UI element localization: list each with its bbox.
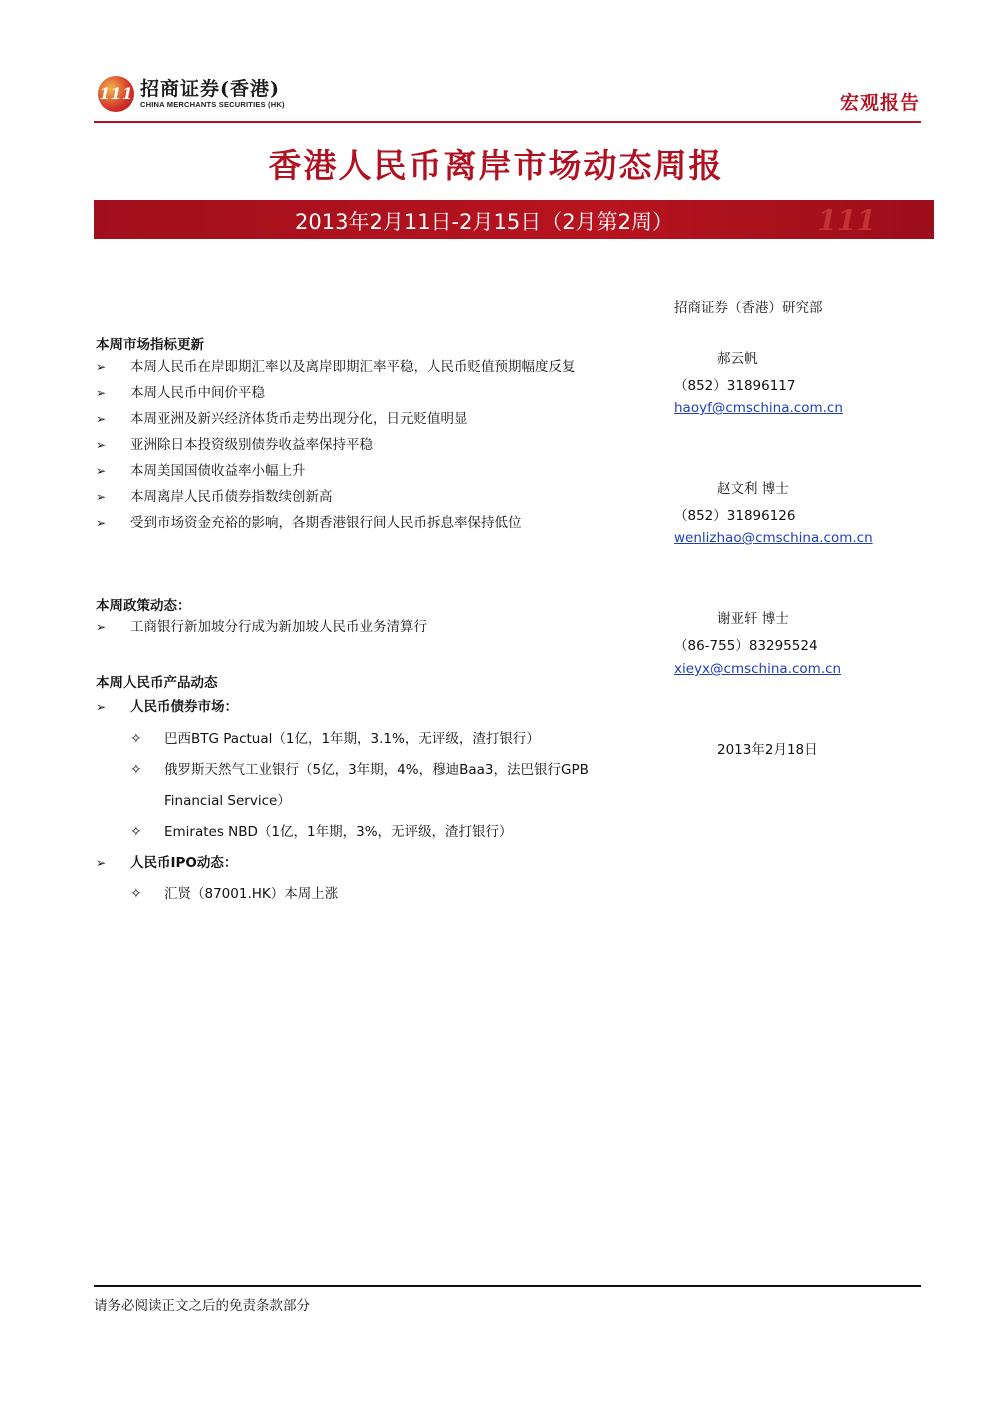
list-item: ➢ 亚洲除日本投资级别债券收益率保持平稳 (96, 432, 641, 458)
arrow-bullet-icon: ➢ (96, 620, 107, 634)
bond-market-title: 人民币债券市场： (130, 699, 238, 715)
policy-list (96, 614, 641, 640)
analyst-name: 郝云帆 (717, 351, 758, 367)
logo-chinese-name: 招商证券(香港) (140, 78, 280, 100)
list-item: ✧ 汇贤（87001.HK）本周上涨 (130, 879, 640, 910)
analyst-phone: （86-755）83295524 (674, 638, 818, 654)
analyst-email-link[interactable]: xieyx@cmschina.com.cn (674, 661, 842, 677)
analyst-email-link[interactable]: wenlizhao@cmschina.com.cn (674, 530, 873, 546)
market-list (96, 354, 641, 536)
report-type-label: 宏观报告 (839, 92, 920, 114)
arrow-bullet-icon: ➢ (96, 700, 107, 714)
list-item: ✧ 俄罗斯天然气工业银行（5亿，3年期，4%，穆迪Baa3，法巴银行GPB Financial Service） (130, 755, 640, 817)
bond-list (130, 724, 640, 848)
report-title: 香港人民币离岸市场动态周报 (268, 146, 724, 185)
company-logo (98, 72, 328, 118)
logo-emblem-icon: 111 (98, 76, 134, 112)
analyst-name: 赵文利 博士 (717, 481, 789, 497)
disclaimer-note: 请务必阅读正文之后的免责条款部分 (94, 1298, 310, 1314)
list-item: ➢ 本周人民币中间价平稳 (96, 380, 641, 406)
arrow-bullet-icon: ➢ (96, 490, 107, 504)
arrow-bullet-icon: ➢ (96, 360, 107, 374)
analyst-phone: （852）31896117 (674, 378, 796, 394)
arrow-bullet-icon: ➢ (96, 386, 107, 400)
list-item: ✧ Emirates NBD（1亿，1年期，3%，无评级，渣打银行） (130, 817, 640, 848)
list-item: ➢ 本周亚洲及新兴经济体货币走势出现分化，日元贬值明显 (96, 406, 641, 432)
ipo-heading (96, 850, 641, 876)
list-item: ✧ 巴西BTG Pactual（1亿，1年期，3.1%，无评级，渣打银行） (130, 724, 640, 755)
arrow-bullet-icon: ➢ (96, 464, 107, 478)
market-section-title: 本周市场指标更新 (96, 337, 204, 353)
analyst-name: 谢亚轩 博士 (717, 611, 789, 627)
date-banner (94, 200, 934, 239)
report-date: 2013年2月18日 (717, 742, 818, 758)
product-section-title: 本周人民币产品动态 (96, 675, 218, 691)
star-bullet-icon: ✧ (130, 824, 142, 840)
arrow-bullet-icon: ➢ (96, 412, 107, 426)
analyst-phone: （852）31896126 (674, 508, 796, 524)
bond-market-heading (96, 694, 641, 720)
research-department: 招商证券（香港）研究部 (674, 300, 823, 316)
list-item: ➢ 受到市场资金充裕的影响，各期香港银行间人民币拆息率保持低位 (96, 510, 641, 536)
banner-emblem-icon: 111 (817, 204, 876, 237)
arrow-bullet-icon: ➢ (96, 438, 107, 452)
star-bullet-icon: ✧ (130, 762, 142, 778)
date-range: 2013年2月11日-2月15日（2月第2周） (295, 210, 673, 234)
logo-english-name: CHINA MERCHANTS SECURITIES (HK) (140, 100, 285, 109)
list-item: ➢ 本周人民币在岸即期汇率以及离岸即期汇率平稳，人民币贬值预期幅度反复 (96, 354, 641, 380)
list-item: ➢ 本周美国国债收益率小幅上升 (96, 458, 641, 484)
star-bullet-icon: ✧ (130, 731, 142, 747)
list-item: ➢ 工商银行新加坡分行成为新加坡人民币业务清算行 (96, 614, 641, 640)
star-bullet-icon: ✧ (130, 886, 142, 902)
ipo-list (130, 879, 640, 910)
analyst-email-link[interactable]: haoyf@cmschina.com.cn (674, 400, 843, 416)
ipo-title: 人民币IPO动态： (130, 855, 238, 871)
arrow-bullet-icon: ➢ (96, 856, 107, 870)
header-divider (94, 121, 921, 123)
footer-divider (94, 1285, 921, 1287)
arrow-bullet-icon: ➢ (96, 516, 107, 530)
list-item: ➢ 本周离岸人民币债券指数续创新高 (96, 484, 641, 510)
policy-section-title: 本周政策动态： (96, 598, 191, 614)
